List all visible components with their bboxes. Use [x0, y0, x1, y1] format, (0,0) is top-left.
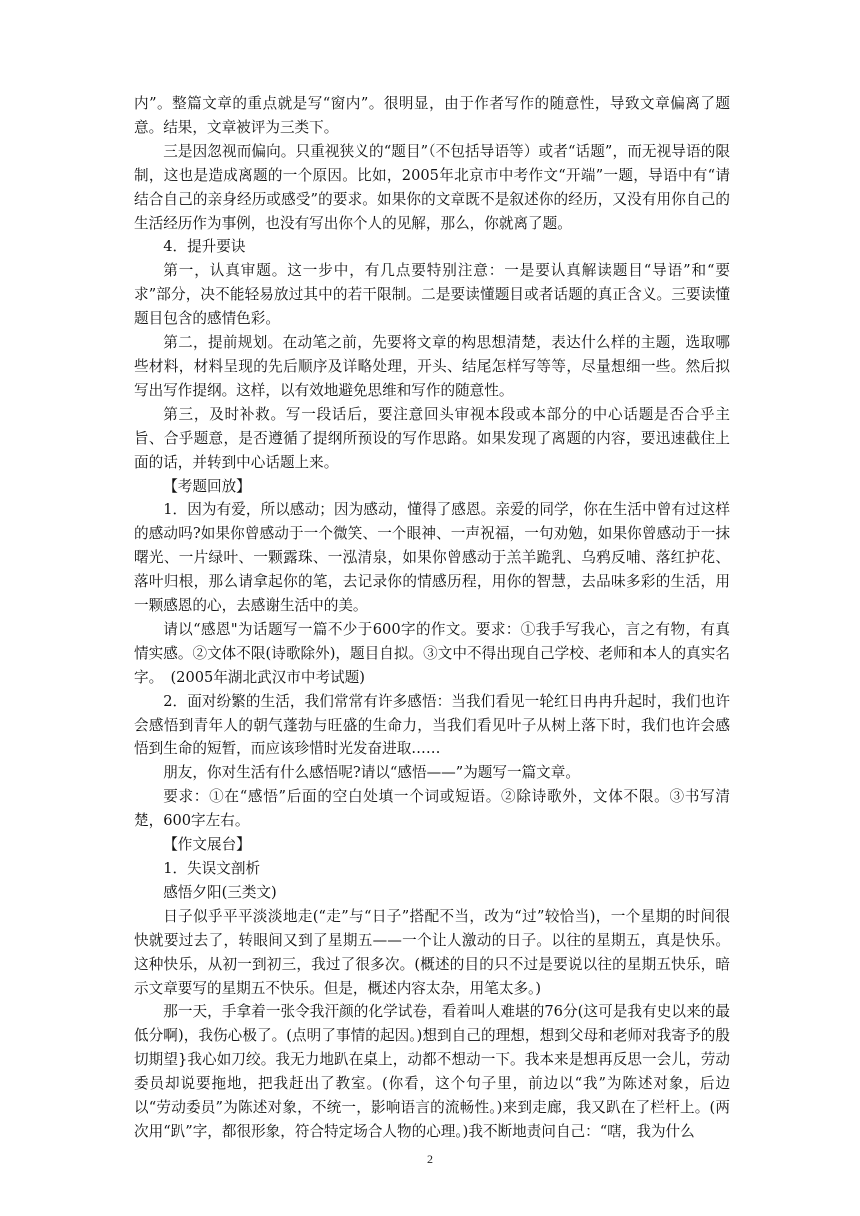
subheading-error-analysis: 1．失误文剖析	[163, 860, 261, 877]
paragraph-17: 那一天，手拿着一张令我汗颜的化学试卷，看着叫人难堪的76分(这可是我有史以来的最低分啊)，我伤心极了。(点明了事情的起因。)想到自己的理想，想到父母和老师对我寄予的殷切期望}我心如刀绞。我无力地趴在桌上，动都不想动一下。我本来是想再反思一会儿，劳动委员却说要拖地，把我赶出了教室。(你看，这个句子里，前边以“我”为陈述对象，后边以“劳动委员”为陈述对象，不统一，影响语言的流畅性。)来到走廊，我又趴在了栏杆上。(两次用“趴”字，都很形象，符合特定场合人物的心理。)我不断地责问自己：“嗐，我为什么	[134, 1003, 730, 1140]
paragraph-8: 1．因为有爱，所以感动；因为感动，懂得了感恩。亲爱的同学，你在生活中曾有过这样的感动吗?如果你曾感动于一个微笑、一个眼神、一声祝福，一句劝勉，如果你曾感动于一抹曙光、一片绿叶、一颗露珠、一泓清泉，如果你曾感动于羔羊跪乳、乌鸦反哺、落红护花、落叶归根，那么请拿起你的笔，去记录你的情感历程，用你的智慧，去品味多彩的生活，用一颗感恩的心，去感谢生活中的美。	[134, 501, 730, 615]
paragraph-6: 第三，及时补救。写一段话后，要注意回头审视本段或本部分的中心话题是否合乎主旨、合乎题意，是否遵循了提纲所预设的写作思路。如果发现了离题的内容，要迅速截住上面的话，并转到中心话题上来。	[134, 405, 730, 471]
document-body	[134, 92, 730, 1144]
paragraph-9: 请以“感恩"为话题写一篇不少于600字的作文。要求：①我手写我心，言之有物，有真情实感。②文体不限(诗歌除外)，题目自拟。③文中不得出现自己学校、老师和本人的真实名字。 (2005年湖北武汉市中考试题)	[134, 620, 730, 686]
page-number: 2	[427, 1152, 433, 1166]
paragraph-4: 第一，认真审题。这一步中，有几点要特别注意：一是要认真解读题目“导语”和“要求”部分，决不能轻易放过其中的若干限制。二是要读懂题目或者话题的真正含义。三要读懂题目包含的感情色彩。	[134, 262, 730, 328]
paragraph-16: 日子似乎平平淡淡地走(“走”与“日子”搭配不当，改为“过”较恰当)，一个星期的时间很快就要过去了，转眼间又到了星期五——一个让人激动的日子。以往的星期五，真是快乐。这种快乐，从初一到初三，我过了很多次。(概述的目的只不过是要说以往的星期五快乐，暗示文章要写的星期五不快乐。但是，概述内容太杂，用笔太多。)	[134, 907, 730, 997]
section-heading-exam-review: 【考题回放】	[163, 477, 251, 495]
paragraph-10: 2．面对纷繁的生活，我们常常有许多感悟：当我们看见一轮红日冉冉升起时，我们也许会感悟到青年人的朝气蓬勃与旺盛的生命力，当我们看见叶子从树上落下时，我们也许会感悟到生命的短暂，而应该珍惜时光发奋进取……	[134, 692, 730, 758]
essay-title: 感悟夕阳(三类文)	[163, 883, 277, 901]
paragraph-5: 第二，提前规划。在动笔之前，先要将文章的构思想清楚，表达什么样的主题，选取哪些材料，材料呈现的先后顺序及详略处理，开头、结尾怎样写等等，尽量想细一些。然后拟写出写作提纲。这样，以有效地避免思维和写作的随意性。	[134, 334, 730, 399]
paragraph-12: 要求：①在“感悟”后面的空白处填一个词或短语。②除诗歌外，文体不限。③书写清楚，600字左右。	[134, 788, 730, 830]
paragraph-1: 内”。整篇文章的重点就是写“窗内”。很明显，由于作者写作的随意性，导致文章偏离了题意。结果，文章被评为三类下。	[134, 95, 730, 136]
paragraph-11: 朋友，你对生活有什么感悟呢?请以“感悟——”为题写一篇文章。	[163, 764, 580, 782]
section-heading-tips: 4．提升要诀	[163, 238, 246, 256]
paragraph-2: 三是因忽视而偏向。只重视狭义的“题目”（不包括导语等）或者“话题”，而无视导语的限制，这也是造成离题的一个原因。比如，2005年北京市中考作文“开端”一题，导语中有“请结合自己的亲身经历或感受”的要求。如果你的文章既不是叙述你的经历，又没有用你自己的生活经历作为事例，也没有写出你个人的见解，那么，你就离了题。	[134, 142, 730, 232]
section-heading-showcase: 【作文展台】	[163, 836, 251, 854]
